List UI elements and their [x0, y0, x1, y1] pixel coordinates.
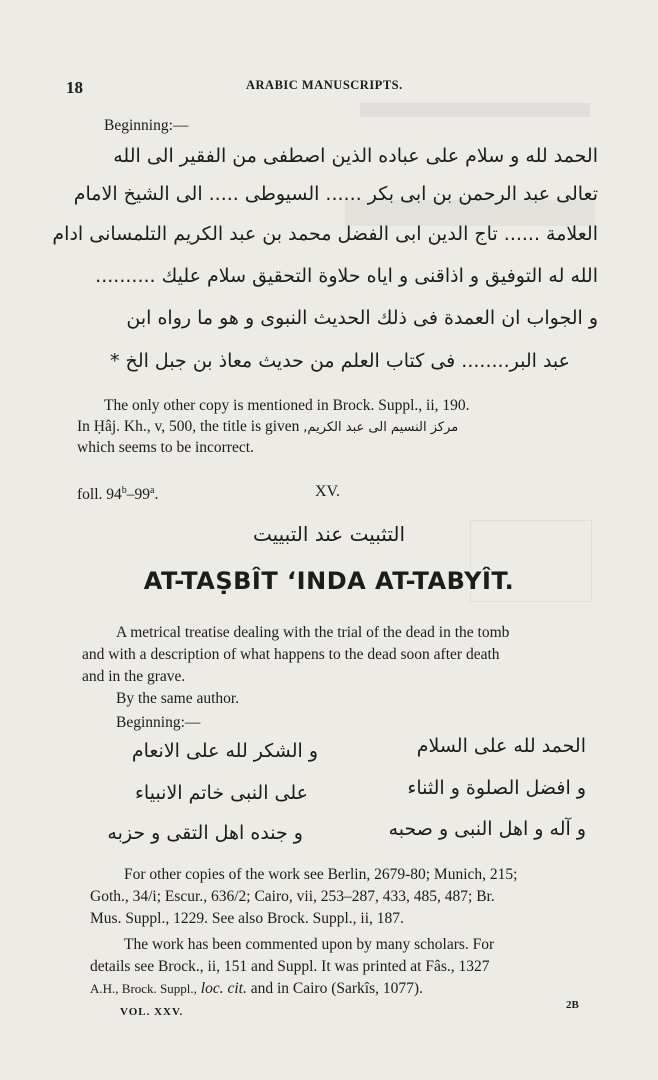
author-line: By the same author.: [116, 690, 240, 707]
running-title: ARABIC MANUSCRIPTS.: [246, 78, 403, 92]
arabic-text-line: الله له التوفيق و اذاقنى و اياه حلاوة التحقيق سلام عليك ..........: [95, 265, 598, 287]
folio-side-1: b: [121, 485, 127, 496]
signature-mark: 2B: [566, 999, 579, 1011]
note-line-text: In Ḥâj. Kh., v, 500, the title is given: [77, 418, 300, 435]
arabic-text-line: العلامة ...... تاج الدين ابى الفضل محمد بن عبد الكريم التلمسانى ادام: [52, 223, 598, 245]
commentary-text: A.H., Brock. Suppl.,: [90, 981, 197, 996]
beginning-label: Beginning:—: [116, 714, 201, 731]
commentary-line: details see Brock., ii, 151 and Suppl. It was printed at Fâs., 1327: [90, 958, 490, 975]
commentary-line: The work has been commented upon by many scholars. For: [124, 936, 495, 953]
copies-line: Goth., 34/i; Escur., 636/2; Cairo, vii, 253–287, 433, 485, 487; Br.: [90, 888, 495, 905]
arabic-text-line: عبد البر........ فى كتاب العلم من حديث معاذ بن جبل الخ *: [110, 350, 570, 372]
note-line: which seems to be incorrect.: [77, 439, 254, 456]
description-line: and in the grave.: [82, 668, 186, 685]
commentary-citation: loc. cit.: [200, 980, 247, 997]
description-line: and with a description of what happens to the dead soon after death: [82, 646, 500, 663]
verse-left-hemistich: على النبى خاتم الانبياء: [134, 782, 308, 804]
note-line: The only other copy is mentioned in Brock. Suppl., ii, 190.: [104, 397, 470, 414]
note-line: [77, 418, 458, 436]
arabic-text-line: و الجواب ان العمدة فى ذلك الحديث النبوى و هو ما رواه ابن: [126, 307, 598, 329]
work-title: AT-TAṢBÎT ‘INDA AT-TABYÎT.: [143, 567, 515, 595]
folio-dot: .: [154, 486, 159, 504]
verse-left-hemistich: و الشكر لله على الانعام: [131, 740, 318, 762]
verse-right-hemistich: الحمد لله على السلام: [416, 735, 586, 757]
bleed-through-decoration: [360, 103, 590, 117]
arabic-text-line: الحمد لله و سلام على عباده الذين اصطفى من الفقير الى الله: [113, 145, 598, 167]
volume-label: VOL. XXV.: [120, 1006, 184, 1018]
folio-start: foll. 94: [77, 486, 122, 504]
description-line: A metrical treatise dealing with the trial of the dead in the tomb: [116, 624, 510, 641]
verse-right-hemistich: و آله و اهل النبى و صحبه: [388, 818, 586, 840]
copies-line: For other copies of the work see Berlin, 2679-80; Munich, 215;: [124, 866, 518, 883]
commentary-text: and in Cairo (Sarkîs, 1077).: [250, 980, 423, 997]
page-number: 18: [66, 78, 83, 97]
entry-number: XV.: [315, 483, 341, 500]
folio-side-2: a: [150, 485, 155, 496]
beginning-label: Beginning:—: [104, 117, 189, 134]
folio-reference: [77, 485, 158, 504]
arabic-title-variant: مركز النسيم الى عبد الكريم,: [303, 420, 459, 435]
verse-right-hemistich: و افضل الصلوة و الثناء: [407, 777, 586, 799]
arabic-text-line: تعالى عبد الرحمن بن ابى بكر ...... السيوطى ..... الى الشيخ الامام: [73, 183, 598, 205]
folio-end: –99: [126, 486, 151, 504]
verse-left-hemistich: و جنده اهل التقى و حزبه: [107, 822, 303, 844]
copies-line: Mus. Suppl., 1229. See also Brock. Suppl., ii, 187.: [90, 910, 404, 927]
arabic-work-title: التثبيت عند التبييت: [252, 522, 406, 546]
commentary-line: [90, 980, 423, 998]
